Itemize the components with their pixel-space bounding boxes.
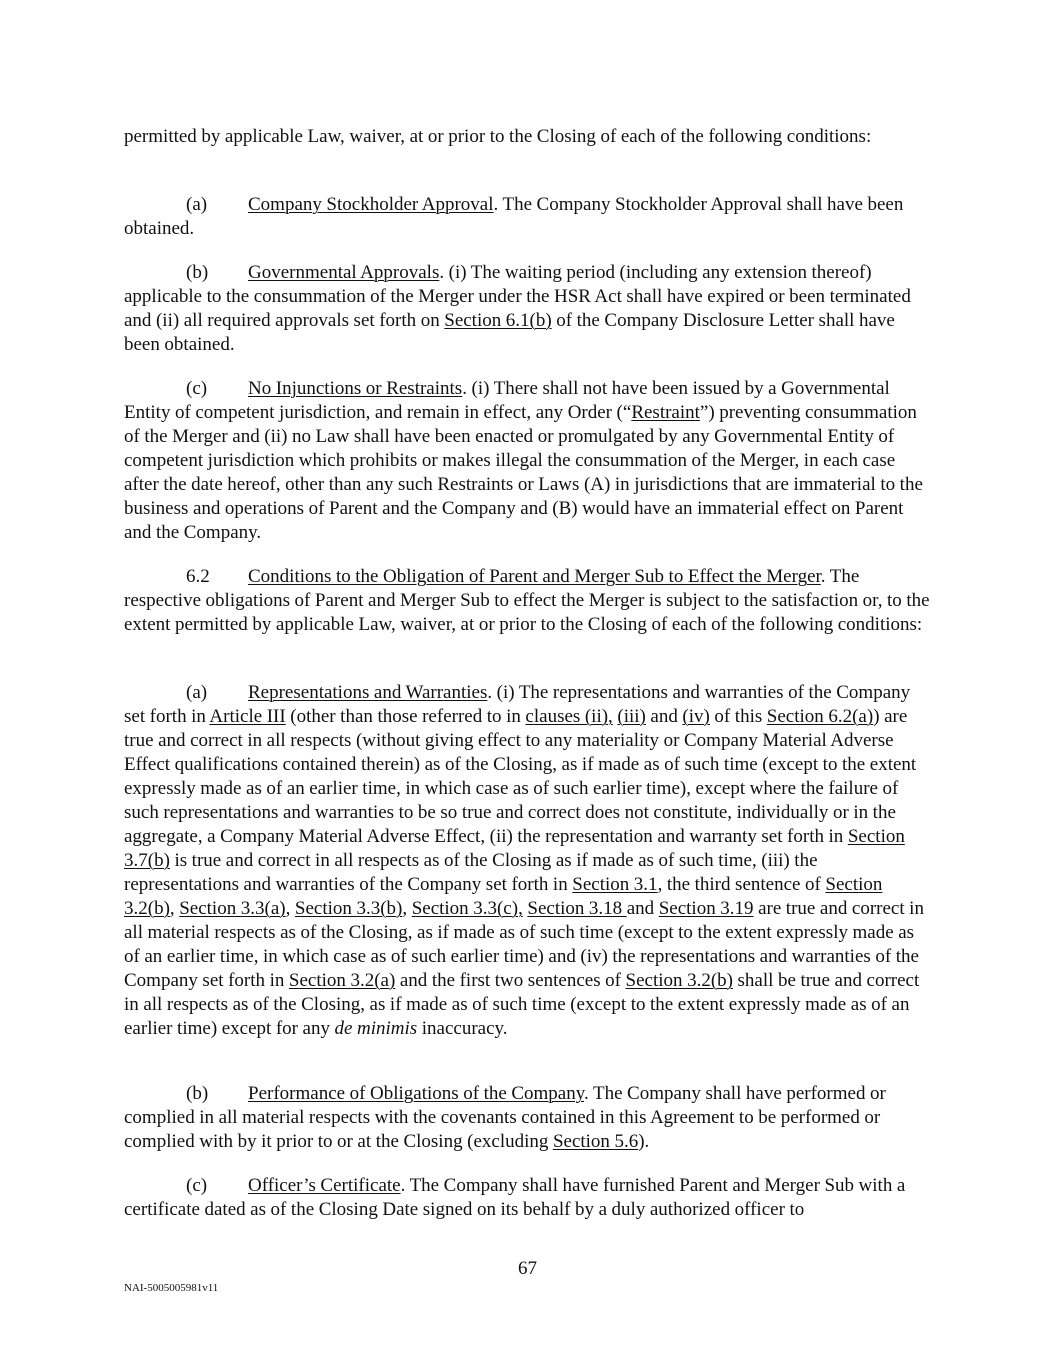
clause-text: shall be true and correct in all respects as of the Closing, as if made as of such time (except to the extent expressly made as of an earlier time) except for any: [124, 970, 920, 1039]
cross-reference-link[interactable]: Section 3.2(b): [124, 874, 883, 919]
cross-reference-link[interactable]: (iii): [617, 706, 646, 727]
clause-text: (other than those referred to in: [285, 706, 526, 727]
intro-paragraph: [124, 125, 934, 149]
clause-number: (c): [186, 378, 208, 399]
clause-heading: Performance of Obligations of the Company: [248, 1083, 584, 1104]
cross-reference-link[interactable]: Section 6.2(a): [766, 706, 874, 727]
clause-text: and: [645, 706, 683, 727]
cross-reference-link[interactable]: Section 6.1(b): [444, 310, 552, 331]
section-6-1-c: [124, 377, 934, 545]
clause-number: (b): [186, 262, 209, 283]
clause-text: inaccuracy.: [417, 1018, 508, 1039]
cross-reference-link[interactable]: Section 3.3(c),: [411, 898, 523, 919]
clause-text: . (i) The waiting period (including any extension thereof) applicable to the consummation of the Merger under the HSR Act shall have expired or been terminated and (ii) all required approvals set forth on: [124, 262, 911, 331]
latin-term: de minimis: [334, 1018, 418, 1039]
cross-reference-link[interactable]: Section 3.3(b): [294, 898, 403, 919]
clause-number: (b): [186, 1083, 209, 1104]
cross-reference-link[interactable]: Article III: [209, 706, 286, 727]
section-6-2-b: [124, 1082, 934, 1154]
cross-reference-link[interactable]: Section 3.1: [572, 874, 658, 895]
clause-number: (a): [186, 194, 208, 215]
clause-heading: Governmental Approvals: [248, 262, 440, 283]
clause-number: (a): [186, 682, 208, 703]
clause-heading: Company Stockholder Approval: [248, 194, 494, 215]
clause-body: . The Company Stockholder Approval shall have been obtained.: [124, 194, 904, 239]
cross-reference-link[interactable]: Section 5.6: [552, 1131, 639, 1152]
clause-text: of the Company Disclosure Letter shall have been obtained.: [124, 310, 895, 355]
document-id: NAI-5005005981v11: [124, 1282, 219, 1294]
clause-text: ,: [285, 898, 295, 919]
defined-term: Restraint: [631, 402, 700, 423]
cross-reference-link[interactable]: Section 3.2(b): [625, 970, 733, 991]
section-body: . The respective obligations of Parent and Merger Sub to effect the Merger is subject to the satisfaction or, to the extent permitted by applicable Law, waiver, at or prior to the Closing of each of the following conditions:: [124, 566, 930, 635]
clause-text: and: [626, 898, 659, 919]
section-6-1-b: [124, 261, 934, 357]
clause-text: ”) preventing consummation of the Merger and (ii) no Law shall have been enacted or promulgated by any Governmental Entity of competent jurisdiction which prohibits or makes illegal the consummation of the Merger, in each case after the date hereof, other than any such Restraints or Laws (A) in jurisdictions that are immaterial to the business and operations of Parent and the Company and (B) would have an immaterial effect on Parent and the Company.: [124, 402, 923, 543]
clause-heading: Representations and Warranties: [248, 682, 488, 703]
cross-reference-link[interactable]: Section 3.2(a): [288, 970, 396, 991]
section-number: 6.2: [186, 566, 210, 587]
clause-heading: Officer’s Certificate: [248, 1175, 401, 1196]
clause-text: and the first two sentences of: [395, 970, 626, 991]
clause-heading: No Injunctions or Restraints: [248, 378, 463, 399]
clause-text: . (i) The representations and warranties of the Company set forth in: [124, 682, 911, 727]
clause-text: are true and correct in all material respects as of the Closing, as if made as of such time (except to the extent expressly made as of an earlier time, in which case as of such earlier time) and (iv) the representations and warranties of the Company set forth in: [124, 898, 924, 991]
clause-text: of this: [709, 706, 767, 727]
section-6-2: [124, 565, 934, 637]
clause-text: is true and correct in all respects as of the Closing as if made as of such time, (iii) the representations and warranties of the Company set forth in: [124, 850, 818, 895]
intro-text: permitted by applicable Law, waiver, at or prior to the Closing of each of the following conditions:: [124, 126, 872, 147]
clause-number: (c): [186, 1175, 208, 1196]
page-number: 67: [518, 1258, 537, 1279]
section-6-2-a: [124, 681, 934, 1041]
cross-reference-link[interactable]: clauses (ii),: [525, 706, 613, 727]
section-6-1-a: [124, 193, 934, 241]
clause-body: . The Company shall have furnished Parent and Merger Sub with a certificate dated as of the Closing Date signed on its behalf by a duly authorized officer to: [124, 1175, 906, 1220]
section-6-2-c: [124, 1174, 934, 1222]
cross-reference-link[interactable]: Section 3.3(a): [179, 898, 286, 919]
cross-reference-link[interactable]: (iv): [682, 706, 710, 727]
clause-text: ,: [402, 898, 412, 919]
clause-text: ).: [638, 1131, 650, 1152]
clause-text: . The Company shall have performed or complied in all material respects with the covenants contained in this Agreement to be performed or complied with by it prior to or at the Closing (excluding: [124, 1083, 886, 1152]
section-heading: Conditions to the Obligation of Parent and Merger Sub to Effect the Merger: [248, 566, 821, 587]
clause-text: ) are true and correct in all respects (without giving effect to any materiality or Company Material Adverse Effect qualifications contained therein) as of the Closing, as if made as of such time (except to the extent expressly made as of an earlier time, in which case as of such earlier time), except where the failure of such representations and warranties to be so true and correct does not constitute, individually or in the aggregate, a Company Material Adverse Effect, (ii) the representation and warranty set forth in: [124, 706, 917, 847]
clause-text: . (i) There shall not have been issued by a Governmental Entity of competent jurisdiction, and remain in effect, any Order (“: [124, 378, 890, 423]
clause-text: , the third sentence of: [657, 874, 826, 895]
cross-reference-link[interactable]: Section 3.18: [527, 898, 627, 919]
cross-reference-link[interactable]: Section 3.7(b): [124, 826, 905, 871]
cross-reference-link[interactable]: Section 3.19: [658, 898, 754, 919]
clause-text: ,: [169, 898, 180, 919]
